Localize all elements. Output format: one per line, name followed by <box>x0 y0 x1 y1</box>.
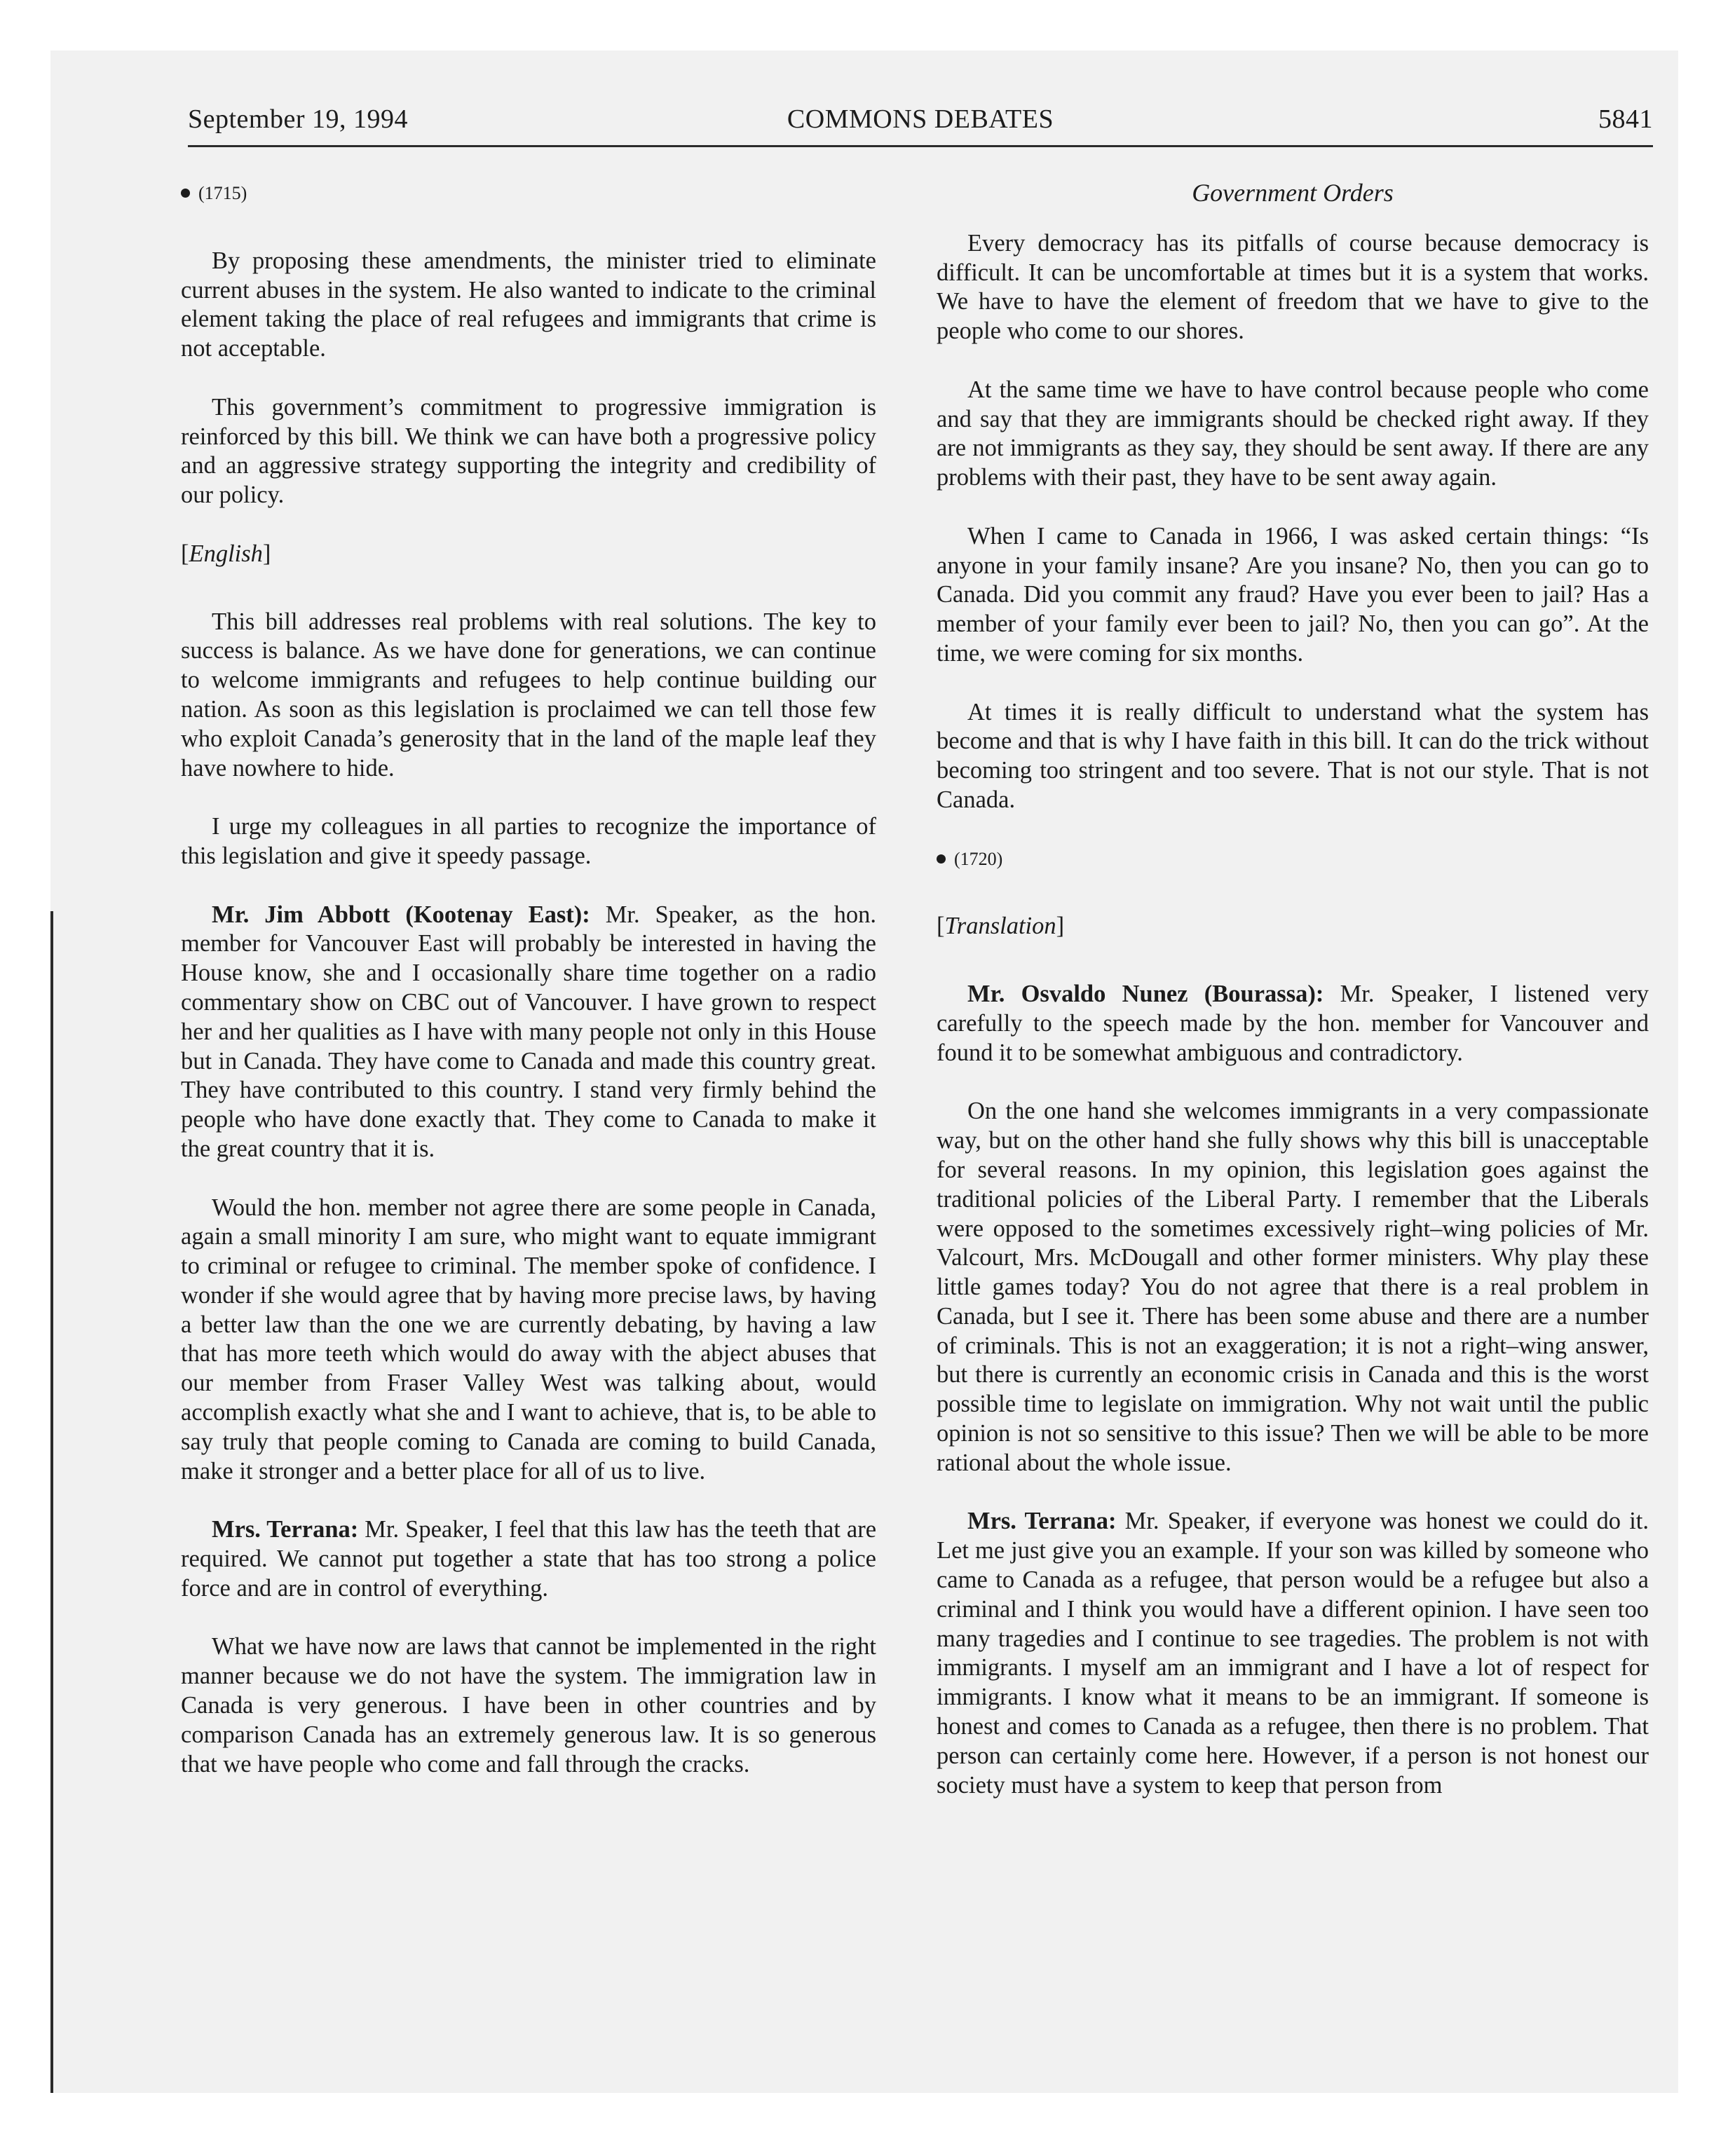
header-date: September 19, 1994 <box>188 104 409 134</box>
paragraph: This government’s commitment to progressive immigration is reinforced by this bill. We think we can have both a progressive policy and an aggressive strategy supporting the integrity and credibility of our policy. <box>181 393 876 509</box>
scan-edge-shadow <box>50 911 53 2093</box>
paragraph: On the one hand she welcomes immigrants in a very compassionate way, but on the other hand she fully shows why this bill is unacceptable for several reasons. In my opinion, this legislation goes against the traditional policies of the Liberal Party. I remember that the Liberals were opposed to the sometimes excessively right–wing policies of Mr. Valcourt, Mrs. McDougall and other former ministers. Why play these little games today? You do not agree that there is a real problem in Canada, but I see it. There has been some abuse and there are a number of criminals. This is not an exaggeration; it is not a right–wing answer, but there is currently an economic crisis in Canada and this is the worst possible time to legislate on immigration. Why not wait until the public opinion is not so sensitive to this issue? Then we will be able to be more rational about the whole issue. <box>937 1098 1649 1476</box>
language-tag-text: Translation <box>944 913 1056 940</box>
header-page-number: 5841 <box>1598 104 1653 134</box>
bullet-icon <box>181 189 190 198</box>
timestamp-marker <box>181 179 876 208</box>
paragraph: What we have now are laws that cannot be implemented in the right manner because we do not have the system. The immigration law in Canada is very generous. I have been in other countries and by comparison Canada has an extremely generous law. It is so generous that we have people who come and fall through the cracks. <box>181 1633 876 1778</box>
header-title: COMMONS DEBATES <box>787 104 1054 134</box>
speech-text: Mr. Speaker, if everyone was honest we could do it. Let me just give you an example. If your son was killed by someone who came to Canada as a refugee, that person would be a refugee but also a criminal and I think you would have a different opinion. I have seen too many tragedies and I continue to see tragedies. The problem is not with immigrants. I myself am an immigrant and I have a lot of respect for immigrants. I know what it means to be an immigrant. If someone is honest and comes to Canada as a refugee, then there is no problem. That person can certainly come here. However, if a person is not honest our society must have a system to keep that person from <box>937 1508 1649 1799</box>
speaker-name: Mrs. Terrana: <box>212 1516 359 1543</box>
speech-text: Mr. Speaker, I listened very carefully to the speech made by the hon. member for Vancouver and found it to be somewhat ambiguous and contradictory. <box>937 981 1649 1066</box>
speech-text: Mr. Speaker, as the hon. member for Vancouver East will probably be interested in having the House know, she and I occasionally share time together on a radio commentary show on CBC out of Vancouver. I have grown to respect her and her qualities as I have with many people not only in this House but in Canada. They have come to Canada and made this country great. They have contributed to this country. I stand very firmly behind the people who have done exactly that. They come to Canada to make it the great country that it is. <box>181 901 876 1162</box>
paragraph: When I came to Canada in 1966, I was asked certain things: “Is anyone in your family insane? Are you insane? No, then you can go to Canada. Did you commit any fraud? Have you ever been to jail? Has a member of your family ever been to jail? No, then you can go”. At the time, we were coming for six months. <box>937 522 1649 667</box>
speech-text: Mr. Speaker, I feel that this law has the teeth that are required. We cannot put together a state that has too strong a police force and are in control of everything. <box>181 1516 877 1602</box>
speech-paragraph <box>181 901 876 1164</box>
paragraph: This bill addresses real problems with real solutions. The key to success is balance. As we have done for generations, we can continue to welcome immigrants and refugees to help continue building our nation. As soon as this legislation is proclaimed we can tell those few who exploit Canada’s generosity that in the land of the maple leaf they have nowhere to hide. <box>181 608 876 782</box>
timestamp-text: (1715) <box>198 183 247 203</box>
language-tag: [English] <box>181 540 271 567</box>
speech-paragraph <box>181 1515 876 1603</box>
bullet-icon <box>937 854 946 864</box>
timestamp-text: (1720) <box>954 848 1003 869</box>
paragraph: At times it is really difficult to understand what the system has become and that is why I have faith in this bill. It can do the trick without becoming too stringent and too severe. That is not our style. That is not Canada. <box>937 698 1649 813</box>
paragraph: I urge my colleagues in all parties to recognize the importance of this legislation and give it speedy passage. <box>181 813 876 869</box>
paragraph: Would the hon. member not agree there are some people in Canada, again a small minority I am sure, who might want to equate immigrant to criminal or refugee to criminal. The member spoke of confidence. I wonder if she would agree that by having more precise laws, by having a better law than the one we are currently debating, by having a law that has more teeth which would do away with the abject abuses that our member from Fraser Valley West was talking about, would accomplish exactly what she and I want to achieve, that is, to be able to say truly that people coming to Canada are coming to build Canada, make it stronger and a better place for all of us to live. <box>181 1194 876 1485</box>
timestamp-marker <box>937 845 1649 874</box>
paragraph: By proposing these amendments, the minister tried to eliminate current abuses in the system. He also wanted to indicate to the criminal element taking the place of real refugees and immigrants that crime is not acceptable. <box>181 247 876 362</box>
speaker-name: Mrs. Terrana: <box>967 1508 1117 1535</box>
speech-paragraph <box>937 1507 1649 1800</box>
section-heading: Government Orders <box>1192 179 1394 207</box>
left-column <box>181 179 876 1808</box>
speech-paragraph <box>937 980 1649 1067</box>
running-header <box>188 104 1653 146</box>
paragraph: At the same time we have to have control because people who come and say that they are immigrants should be checked right away. If they are not immigrants as they say, they should be sent away. If there are any problems with their past, they have to be sent away again. <box>937 376 1649 491</box>
speaker-name: Mr. Jim Abbott (Kootenay East): <box>212 901 590 928</box>
speaker-name: Mr. Osvaldo Nunez (Bourassa): <box>967 981 1324 1008</box>
header-rule <box>188 145 1653 147</box>
language-tag: [Translation] <box>937 913 1065 940</box>
right-column <box>937 179 1649 1829</box>
paragraph: Every democracy has its pitfalls of course because democracy is difficult. It can be uncomfortable at times but it is a system that works. We have to have the element of freedom that we have to give to the people who come to our shores. <box>937 229 1649 345</box>
language-tag-text: English <box>189 540 263 567</box>
